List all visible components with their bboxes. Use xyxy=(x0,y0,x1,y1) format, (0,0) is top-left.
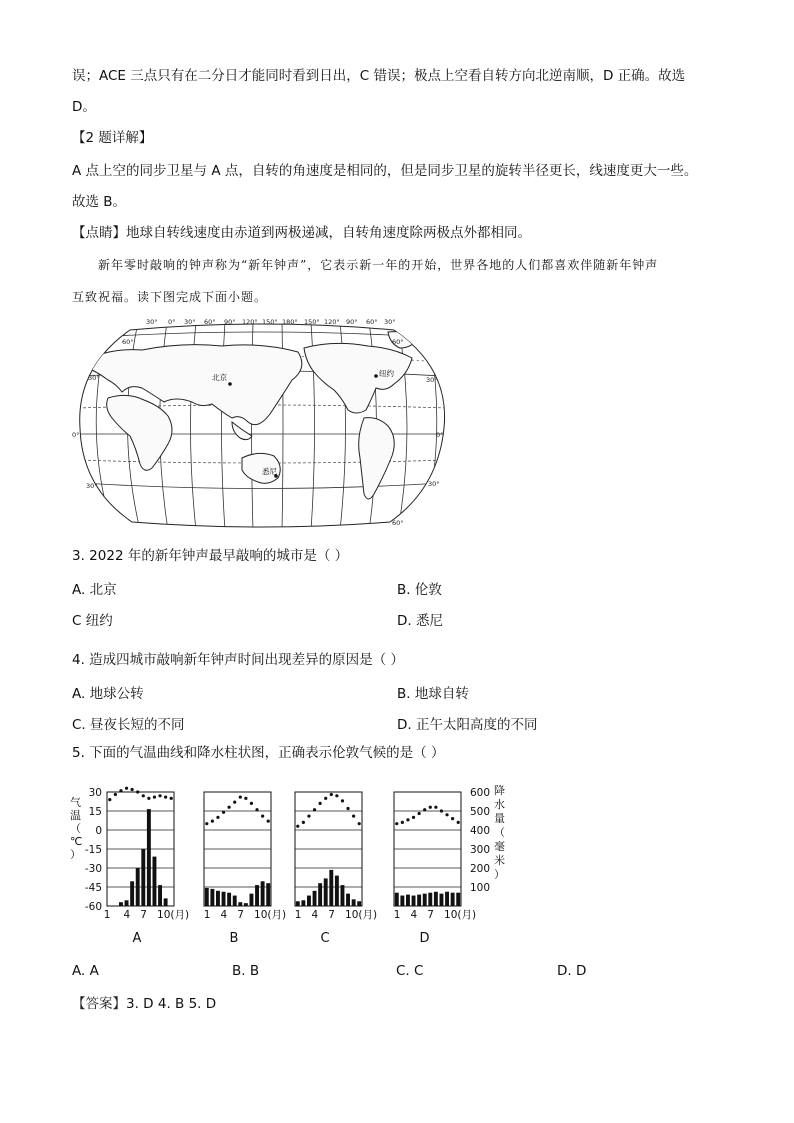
precip-bar xyxy=(329,870,333,906)
q5-option-c[interactable]: C. C xyxy=(396,963,424,979)
precip-tick-label: 500 xyxy=(470,806,491,818)
lat-label-left: 30° xyxy=(86,482,98,490)
south-america-shape xyxy=(359,418,395,499)
intro-line-1: 新年零时敲响的钟声称为“新年钟声”，它表示新一年的开始，世界各地的人们都喜欢伴随新年钟声 xyxy=(98,258,659,272)
temp-tick-label: -15 xyxy=(84,844,102,856)
temp-tick-label: 15 xyxy=(88,806,102,818)
lon-label: 0° xyxy=(168,318,176,326)
temp-point xyxy=(164,795,167,798)
lon-label: 120° xyxy=(242,318,258,326)
month-tick-label: 7 xyxy=(427,909,434,921)
precip-axis-title-char: ） xyxy=(494,868,505,881)
q5-option-d[interactable]: D. D xyxy=(557,963,587,979)
prev-explanation-line-2: D。 xyxy=(72,99,96,115)
lon-label: 180° xyxy=(282,318,298,326)
precip-bar xyxy=(147,809,151,906)
temp-point xyxy=(255,808,258,811)
lon-label: 60° xyxy=(366,318,378,326)
precip-bar xyxy=(318,883,322,906)
temp-point xyxy=(131,788,134,791)
dianjing-line xyxy=(72,223,531,243)
precip-tick-label: 400 xyxy=(470,825,491,837)
intro-line-2: 互致祝福。读下图完成下面小题。 xyxy=(72,290,268,304)
climate-charts xyxy=(68,780,508,950)
precip-bar xyxy=(255,885,259,906)
month-tick-label: 10(月) xyxy=(345,909,378,921)
temp-point xyxy=(457,821,460,824)
lon-label: 30° xyxy=(184,318,196,326)
precip-bar xyxy=(307,896,311,906)
temp-point xyxy=(222,811,225,814)
precip-bar xyxy=(238,902,242,906)
q4-stem: 4. 造成四城市敲响新年钟声时间出现差异的原因是（ ） xyxy=(72,652,404,668)
precip-axis-title-char: 毫 xyxy=(494,840,505,853)
precip-bar xyxy=(250,894,254,906)
temp-point xyxy=(451,817,454,820)
temp-point xyxy=(330,793,333,796)
temp-point xyxy=(125,787,128,790)
temp-point xyxy=(228,806,231,809)
precip-bar xyxy=(210,889,214,906)
lat-label-left: 0° xyxy=(72,431,80,439)
precip-bar xyxy=(346,894,350,906)
temp-point xyxy=(153,795,156,798)
precip-bar xyxy=(456,893,460,906)
temp-point xyxy=(395,822,398,825)
lat-label-left: 60° xyxy=(122,338,134,346)
temp-point xyxy=(440,809,443,812)
temp-point xyxy=(335,794,338,797)
answer-tag: 【答案】 xyxy=(72,996,126,1012)
q4-option-c[interactable]: C. 昼夜长短的不同 xyxy=(72,717,185,733)
lat-label-right: 30° xyxy=(428,480,440,488)
lat-label-left: 30° xyxy=(88,374,100,382)
precip-tick-label: 200 xyxy=(470,863,491,875)
world-map-svg xyxy=(72,318,452,530)
lon-label: 30° xyxy=(384,318,396,326)
temp-point xyxy=(114,793,117,796)
month-tick-label: 7 xyxy=(140,909,147,921)
q4-option-b[interactable]: B. 地球自转 xyxy=(397,686,469,702)
chart-panel-label: A xyxy=(132,931,142,946)
precip-bar xyxy=(222,892,226,906)
precip-tick-label: 600 xyxy=(470,787,491,799)
lat-label-right: 60° xyxy=(392,519,404,527)
dianjing-text: 地球自转线速度由赤道到两极递减，自转角速度除两极点外都相同。 xyxy=(126,225,531,241)
q2-detail-line-2: 故选 B。 xyxy=(72,194,127,210)
precip-tick-label: 300 xyxy=(470,844,491,856)
precip-axis-title-char: 水 xyxy=(494,798,505,811)
temp-point xyxy=(302,821,305,824)
precip-bar xyxy=(434,892,438,906)
temp-point xyxy=(108,798,111,801)
lon-label: 150° xyxy=(262,318,278,326)
q4-option-a[interactable]: A. 地球公转 xyxy=(72,686,144,702)
north-america-shape xyxy=(304,343,412,413)
precip-bar xyxy=(451,893,455,906)
q3-option-c[interactable]: C 纽约 xyxy=(72,613,113,629)
temp-point xyxy=(401,821,404,824)
q5-stem: 5. 下面的气温曲线和降水柱状图，正确表示伦敦气候的是（ ） xyxy=(72,745,445,761)
answer-text: 3. D 4. B 5. D xyxy=(126,996,217,1012)
temp-point xyxy=(346,807,349,810)
chart-panel-label: C xyxy=(320,931,330,946)
temp-axis-title-char: ） xyxy=(70,848,81,861)
newyork-dot xyxy=(374,374,378,378)
precip-bar xyxy=(395,893,399,906)
temp-point xyxy=(267,820,270,823)
precip-bar xyxy=(119,902,123,906)
temp-point xyxy=(239,795,242,798)
temp-point xyxy=(434,806,437,809)
precip-axis-title-char: （ xyxy=(494,826,505,839)
answer-line xyxy=(72,994,216,1014)
precip-bar xyxy=(412,896,416,906)
precip-bar xyxy=(158,885,162,906)
temp-point xyxy=(216,816,219,819)
temp-point xyxy=(142,794,145,797)
temp-point xyxy=(158,794,161,797)
temp-point xyxy=(244,797,247,800)
precip-axis-title-char: 降 xyxy=(494,784,505,797)
beijing-dot xyxy=(228,382,232,386)
precip-bar xyxy=(266,883,270,906)
q2-detail-line-1: A 点上空的同步卫星与 A 点，自转的角速度是相同的，但是同步卫星的旋转半径更长，线速度更大一些。 xyxy=(72,163,698,179)
precip-bar xyxy=(233,896,237,906)
precip-bar xyxy=(341,885,345,906)
precip-bar xyxy=(445,892,449,906)
temp-point xyxy=(233,801,236,804)
precip-axis-title-char: 量 xyxy=(494,812,505,825)
precip-bar xyxy=(125,900,129,906)
precip-bar xyxy=(141,849,145,906)
temp-point xyxy=(119,789,122,792)
month-tick-label: 7 xyxy=(237,909,244,921)
lon-label: 60° xyxy=(204,318,216,326)
precip-bar xyxy=(301,900,305,906)
precip-bar xyxy=(440,894,444,906)
month-tick-label: 7 xyxy=(328,909,335,921)
temp-point xyxy=(170,797,173,800)
temp-point xyxy=(423,808,426,811)
lon-label: 30° xyxy=(146,318,158,326)
chart-panel-label: B xyxy=(229,931,239,946)
precip-bar xyxy=(423,894,427,906)
world-map xyxy=(72,318,452,530)
precip-bar xyxy=(136,868,140,906)
city-newyork: 纽约 xyxy=(379,369,394,378)
temp-point xyxy=(358,822,361,825)
temp-point xyxy=(319,802,322,805)
precip-bar xyxy=(216,891,220,906)
temp-point xyxy=(412,816,415,819)
precip-bar xyxy=(227,893,231,906)
month-tick-label: 4 xyxy=(123,909,131,921)
precip-bar xyxy=(417,895,421,906)
precip-axis-title-char: 米 xyxy=(494,854,505,867)
temp-axis-title-char: 气 xyxy=(70,796,81,809)
temp-axis-title-char: （ xyxy=(70,822,81,835)
precip-bar xyxy=(153,857,157,906)
q3-stem: 3. 2022 年的新年钟声最早敲响的城市是（ ） xyxy=(72,548,349,564)
precip-bar xyxy=(352,899,356,906)
month-tick-label: 4 xyxy=(220,909,228,921)
temp-point xyxy=(296,825,299,828)
temp-tick-label: 30 xyxy=(88,787,102,799)
dianjing-tag: 【点睛】 xyxy=(72,225,126,241)
precip-bar xyxy=(244,903,248,906)
temp-point xyxy=(147,797,150,800)
temp-point xyxy=(445,813,448,816)
temp-point xyxy=(307,814,310,817)
precip-bar xyxy=(428,893,432,906)
month-tick-label: 4 xyxy=(311,909,319,921)
climate-charts-svg xyxy=(68,780,508,950)
month-tick-label: 10(月) xyxy=(254,909,287,921)
precip-bar xyxy=(335,876,339,906)
prev-explanation-line-1: 误；ACE 三点只有在二分日才能同时看到日出，C 错误；极点上空看自转方向北逆南顺，D 正确。故选 xyxy=(72,68,686,84)
seasia-shape xyxy=(232,422,252,440)
city-sydney: 悉尼 xyxy=(262,467,277,476)
temp-tick-label: -60 xyxy=(84,901,102,913)
month-tick-label: 1 xyxy=(294,909,302,921)
temp-point xyxy=(418,812,421,815)
q5-option-a[interactable]: A. A xyxy=(72,963,99,979)
temp-point xyxy=(429,806,432,809)
month-tick-label: 4 xyxy=(410,909,418,921)
chart-panel-label: D xyxy=(419,931,430,946)
continents xyxy=(92,332,418,499)
temp-point xyxy=(250,802,253,805)
longitude-labels xyxy=(146,318,396,326)
precip-bar xyxy=(406,895,410,906)
month-tick-label: 1 xyxy=(393,909,401,921)
q2-detail-heading: 【2 题详解】 xyxy=(72,130,153,146)
q4-option-d[interactable]: D. 正午太阳高度的不同 xyxy=(397,717,538,733)
q5-option-b[interactable]: B. B xyxy=(232,963,260,979)
lon-label: 150° xyxy=(304,318,320,326)
temp-point xyxy=(136,790,139,793)
lon-label: 120° xyxy=(324,318,340,326)
temp-tick-label: -30 xyxy=(84,863,102,875)
month-tick-label: 1 xyxy=(103,909,111,921)
precip-tick-label: 100 xyxy=(470,882,491,894)
precip-bar xyxy=(324,878,328,906)
temp-point xyxy=(261,814,264,817)
temp-axis-title-char: 温 xyxy=(70,809,81,822)
q3-option-a[interactable]: A. 北京 xyxy=(72,582,117,598)
lat-label-right: 60° xyxy=(392,338,404,346)
temp-point xyxy=(205,822,208,825)
month-tick-label: 10(月) xyxy=(157,909,190,921)
precip-bar xyxy=(400,896,404,906)
lon-label: 90° xyxy=(346,318,358,326)
lat-label-right: 30° xyxy=(426,376,438,384)
precip-bar xyxy=(164,898,168,906)
precip-bar xyxy=(313,891,317,906)
precip-bar xyxy=(357,901,361,906)
temp-point xyxy=(341,799,344,802)
q3-option-d[interactable]: D. 悉尼 xyxy=(397,613,443,629)
africa-shape xyxy=(107,395,172,470)
temp-point xyxy=(406,818,409,821)
temp-tick-label: 0 xyxy=(95,825,102,837)
temp-axis-title-char: ℃ xyxy=(70,835,83,848)
precip-bar xyxy=(205,888,209,906)
temp-tick-label: -45 xyxy=(84,882,102,894)
temp-point xyxy=(211,820,214,823)
q3-option-b[interactable]: B. 伦敦 xyxy=(397,582,442,598)
city-beijing: 北京 xyxy=(212,373,227,382)
month-tick-label: 10(月) xyxy=(444,909,477,921)
precip-bar xyxy=(261,881,265,906)
temp-point xyxy=(352,814,355,817)
temp-point xyxy=(324,797,327,800)
temp-point xyxy=(313,808,316,811)
month-tick-label: 1 xyxy=(203,909,211,921)
precip-bar xyxy=(130,881,134,906)
precip-bar xyxy=(296,901,300,906)
lon-label: 90° xyxy=(224,318,236,326)
lat-label-right: 0° xyxy=(436,431,444,439)
